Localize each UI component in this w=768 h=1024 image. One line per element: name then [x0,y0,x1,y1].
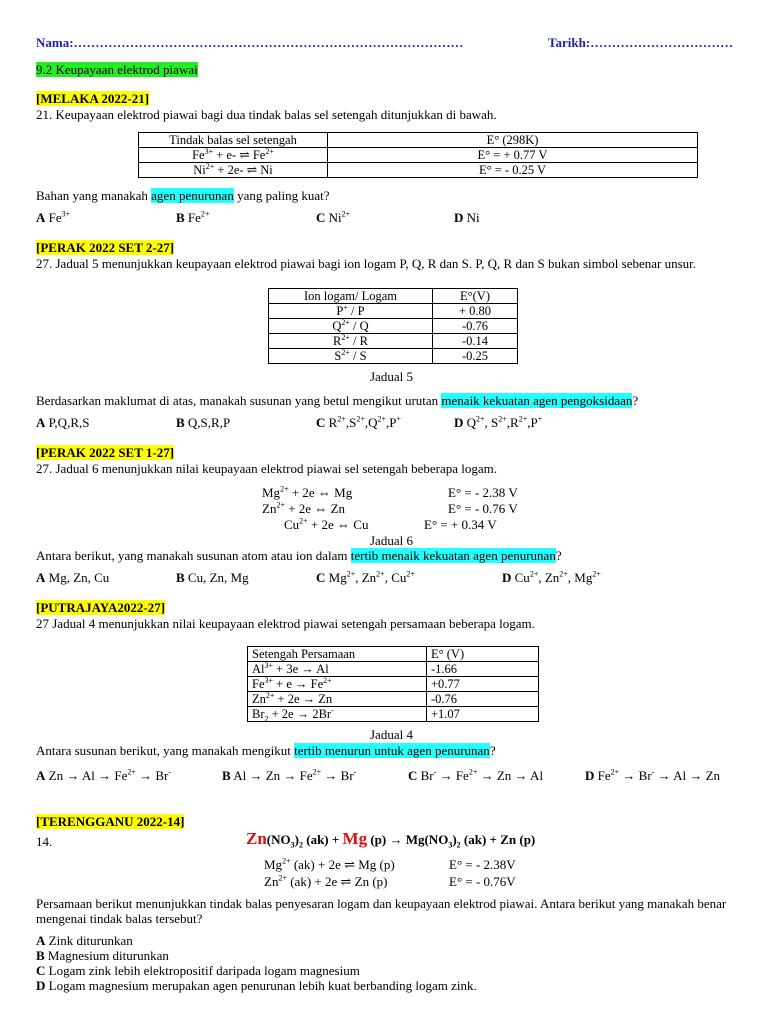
q2-option-a[interactable]: A P,Q,R,S [36,415,90,430]
q2-stem: 27. Jadual 5 menunjukkan keupayaan elektrod piawai bagi ion logam P, Q, R dan S. P, Q, R dan S bukan simbol sebenar unsur. [36,256,697,271]
table-row [139,133,698,148]
table-row [269,334,518,349]
q3-option-a[interactable]: A Mg, Zn, Cu [36,570,110,585]
q3-equation-cu: $Cu^{2+} + 2e$ ⇔ Cu [284,516,369,532]
q1-option-a[interactable]: A $Fe^{3+}$ [36,209,71,225]
q4-table [247,646,539,722]
table-row [248,707,539,722]
table-row [269,304,518,319]
q3-equation-mg: $Mg^{2+} + 2e$ ⇔ Mg [262,484,353,500]
q3-stem: 27. Jadual 6 menunjukkan nilai keupayaan elektrod piawai sel setengah beberapa logam. [36,461,497,476]
q1-table [138,132,698,178]
q3-option-b[interactable]: B Cu, Zn, Mg [176,570,249,585]
q5-option-a[interactable]: A Zink diturunkan [36,933,133,948]
table-cell: E° = - 0.25 V [328,163,698,178]
q4-question: Antara susunan berikut, yang manakah mengikut tertib menurun untuk agen penurunan? [36,743,496,758]
table-cell: $R^{2+}$ / R [269,334,433,349]
table-header: E°(V) [433,289,518,304]
q4-source-tag: [PUTRAJAYA2022-27] [36,600,166,615]
table-cell: $Fe^{3+} + e \to Fe^{2+}$ [248,677,427,692]
q2-option-d[interactable]: D $Q^{2+}$, $S^{2+},R^{2+},P^+$ [454,414,543,430]
table-row [248,677,539,692]
q5-option-c[interactable]: C Logam zink lebih elektropositif daripada logam magnesium [36,963,360,978]
table-cell: -0.14 [433,334,518,349]
q2-option-c[interactable]: C $R^{2+},S^{2+},Q^{2+},P^+$ [316,414,401,430]
q5-stem: Persamaan berikut menunjukkan tindak balas penyesaran logam dan keupayaan elektrod piawai. Antara berikut yang manakah benar mengenai tindak balas tersebut? [36,896,727,926]
q1-question: Bahan yang manakah agen penurunan yang paling kuat? [36,188,330,203]
table-cell: E° = + 0.77 V [328,148,698,163]
q4-option-d[interactable]: D $Fe^{2+} \to Br^- \to Al \to Zn$ [585,767,721,783]
q3-equation-zn: $Zn^{2+} + 2e$ ⇔ Zn [262,500,346,516]
q1-source-tag: [MELAKA 2022-21] [36,91,150,106]
q5-reaction-equation: $Zn(NO_3)_2$ (ak) + Mg $(p) \to Mg(NO_3)_2$ (ak) + Zn (p) [246,829,536,850]
table-row [248,662,539,677]
q3-source-tag: [PERAK 2022 SET 1-27] [36,445,175,460]
table-header: E° (298K) [328,133,698,148]
q3-option-d[interactable]: D $Cu^{2+}$, $Zn^{2+}$, $Mg^{2+}$ [502,569,601,585]
table-cell: -1.66 [427,662,539,677]
table-cell: $Q^{2+}$ / Q [269,319,433,334]
table-header: Tindak balas sel setengah [139,133,328,148]
table-cell: $Br_2 + 2e \to 2Br^-$ [248,707,427,722]
q4-table-caption: Jadual 4 [370,727,413,742]
q4-option-a[interactable]: A $Zn \to Al \to Fe^{2+} \to Br^-$ [36,767,172,783]
q5-equation-mg-value: E° = - 2.38V [449,857,516,872]
q3-equation-cu-value: E° = + 0.34 V [424,517,497,532]
date-field-label: Tarikh:…………………………… [548,35,734,50]
table-cell: +1.07 [427,707,539,722]
table-row [139,148,698,163]
q2-table [268,288,518,364]
table-cell: +0.77 [427,677,539,692]
q1-option-d[interactable]: D Ni [454,210,480,225]
q5-source-tag: [TERENGGANU 2022-14] [36,814,185,829]
table-header: Ion logam/ Logam [269,289,433,304]
table-row [269,349,518,364]
q5-option-b[interactable]: B Magnesium diturunkan [36,948,169,963]
table-cell: $S^{2+}$ / S [269,349,433,364]
table-row [269,289,518,304]
q3-caption: Jadual 6 [370,533,413,548]
q5-equation-mg: $Mg^{2+}$ (ak) + 2e ⇌ Mg (p) [264,856,395,872]
table-row [248,647,539,662]
q3-question: Antara berikut, yang manakah susunan atom atau ion dalam tertib menaik kekuatan agen penurunan? [36,548,562,563]
q2-option-b[interactable]: B Q,S,R,P [176,415,231,430]
q5-equation-zn-value: E° = - 0.76V [449,874,516,889]
q1-stem: 21. Keupayaan elektrod piawai bagi dua tindak balas sel setengah ditunjukkan di bawah. [36,107,497,122]
q1-option-b[interactable]: B $Fe^{2+}$ [176,209,210,225]
table-header: E° (V) [427,647,539,662]
q5-equation-zn: $Zn^{2+}$ (ak) + 2e ⇌ Zn (p) [264,873,388,889]
q4-stem: 27 Jadual 4 menunjukkan nilai keupayaan elektrod piawai setengah persamaan beberapa logam. [36,616,535,631]
table-cell: -0.25 [433,349,518,364]
table-row [248,692,539,707]
q3-equation-mg-value: E° = - 2.38 V [448,485,518,500]
table-cell: -0.76 [427,692,539,707]
q1-option-c[interactable]: C $Ni^{2+}$ [316,209,351,225]
q3-equation-zn-value: E° = - 0.76 V [448,501,518,516]
q2-source-tag: [PERAK 2022 SET 2-27] [36,240,175,255]
section-title: 9.2 Keupayaan elektrod piawai [36,62,198,77]
table-cell: $Al^{3+} + 3e \to Al$ [248,662,427,677]
q3-option-c[interactable]: C $Mg^{2+}$, $Zn^{2+}$, $Cu^{2+}$ [316,569,415,585]
table-row [139,163,698,178]
table-row [269,319,518,334]
table-cell: $Zn^{2+} + 2e \to Zn$ [248,692,427,707]
q2-table-caption: Jadual 5 [370,369,413,384]
table-cell: $Ni^{2+} + 2e-$ ⇌ Ni [139,163,328,178]
table-cell: -0.76 [433,319,518,334]
q4-option-b[interactable]: B $Al \to Zn \to Fe^{2+} \to Br^-$ [222,767,357,783]
name-field-label: Nama:……………………………………………………………………………… [36,35,464,50]
q2-question: Berdasarkan maklumat di atas, manakah susunan yang betul mengikut urutan menaik kekuatan agen pengoksidaan? [36,393,639,408]
q5-option-d[interactable]: D Logam magnesium merupakan agen penurunan lebih kuat berbanding logam zink. [36,978,477,993]
table-cell: + 0.80 [433,304,518,319]
q4-option-c[interactable]: C $Br^- \to Fe^{2+} \to Zn \to Al$ [408,767,544,783]
table-cell: $Fe^{3+} + e-$ ⇌ $Fe^{2+}$ [139,148,328,163]
table-cell: P+ / P [269,304,433,319]
q5-number: 14. [36,834,53,849]
table-header: Setengah Persamaan [248,647,427,662]
